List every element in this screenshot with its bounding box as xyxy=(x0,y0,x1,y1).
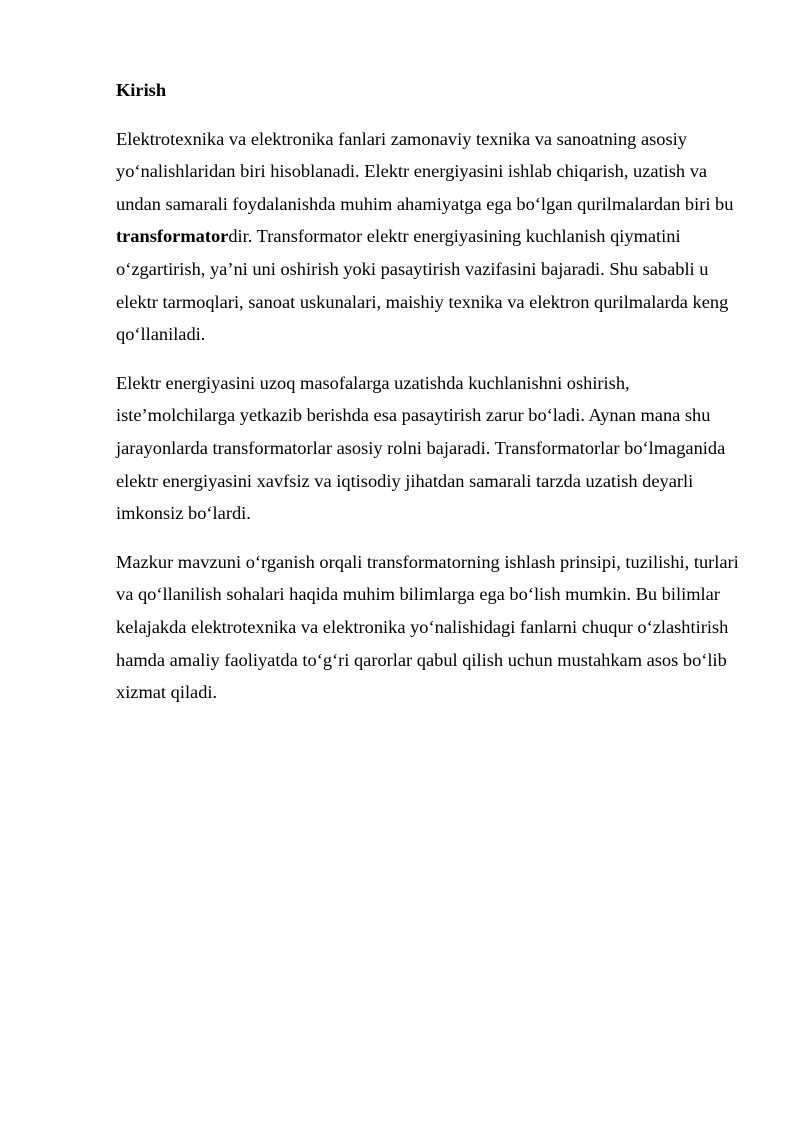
paragraph-1-text-end: dir. Transformator elektr energiyasining kuchlanish qiymatini o‘zgartirish, ya’ni uni oshirish yoki pasaytirish vazifasini bajaradi. Shu sababli u elektr tarmoqlari, sanoat uskunalari, maishiy texnika va elektron qurilmalarda keng qo‘llaniladi. xyxy=(116,226,729,345)
paragraph-1 xyxy=(116,123,746,351)
paragraph-2: Elektr energiyasini uzoq masofalarga uzatishda kuchlanishni oshirish, iste’molchilarga yetkazib berishda esa pasaytirish zarur bo‘ladi. Aynan mana shu jarayonlarda transformatorlar asosiy rolni bajaradi. Transformatorlar bo‘lmaganida elektr energiyasini xavfsiz va iqtisodiy jihatdan samarali tarzda uzatish deyarli imkonsiz bo‘lardi. xyxy=(116,372,726,524)
paragraph-3: Mazkur mavzuni o‘rganish orqali transformatorning ishlash prinsipi, tuzilishi, turlari va qo‘llanilish sohalari haqida muhim bilimlarga ega bo‘lish mumkin. Bu bilimlar kelajakda elektrotexnika va elektronika yo‘nalishidagi fanlarni chuqur o‘zlashtirish hamda amaliy faoliyatda to‘g‘ri qarorlar qabul qilish uchun mustahkam asos bo‘lib xizmat qiladi. xyxy=(116,551,739,703)
section-heading: Kirish xyxy=(116,80,167,100)
paragraph-1-bold-term: transformator xyxy=(116,226,229,247)
document-body xyxy=(116,74,746,725)
paragraph-1-text-start: Elektrotexnika va elektronika fanlari zamonaviy texnika va sanoatning asosiy yo‘nalishlaridan biri hisoblanadi. Elektr energiyasini ishlab chiqarish, uzatish va undan samarali foydalanishda muhim ahamiyatga ega bo‘lgan qurilmalardan biri bu xyxy=(116,128,734,214)
